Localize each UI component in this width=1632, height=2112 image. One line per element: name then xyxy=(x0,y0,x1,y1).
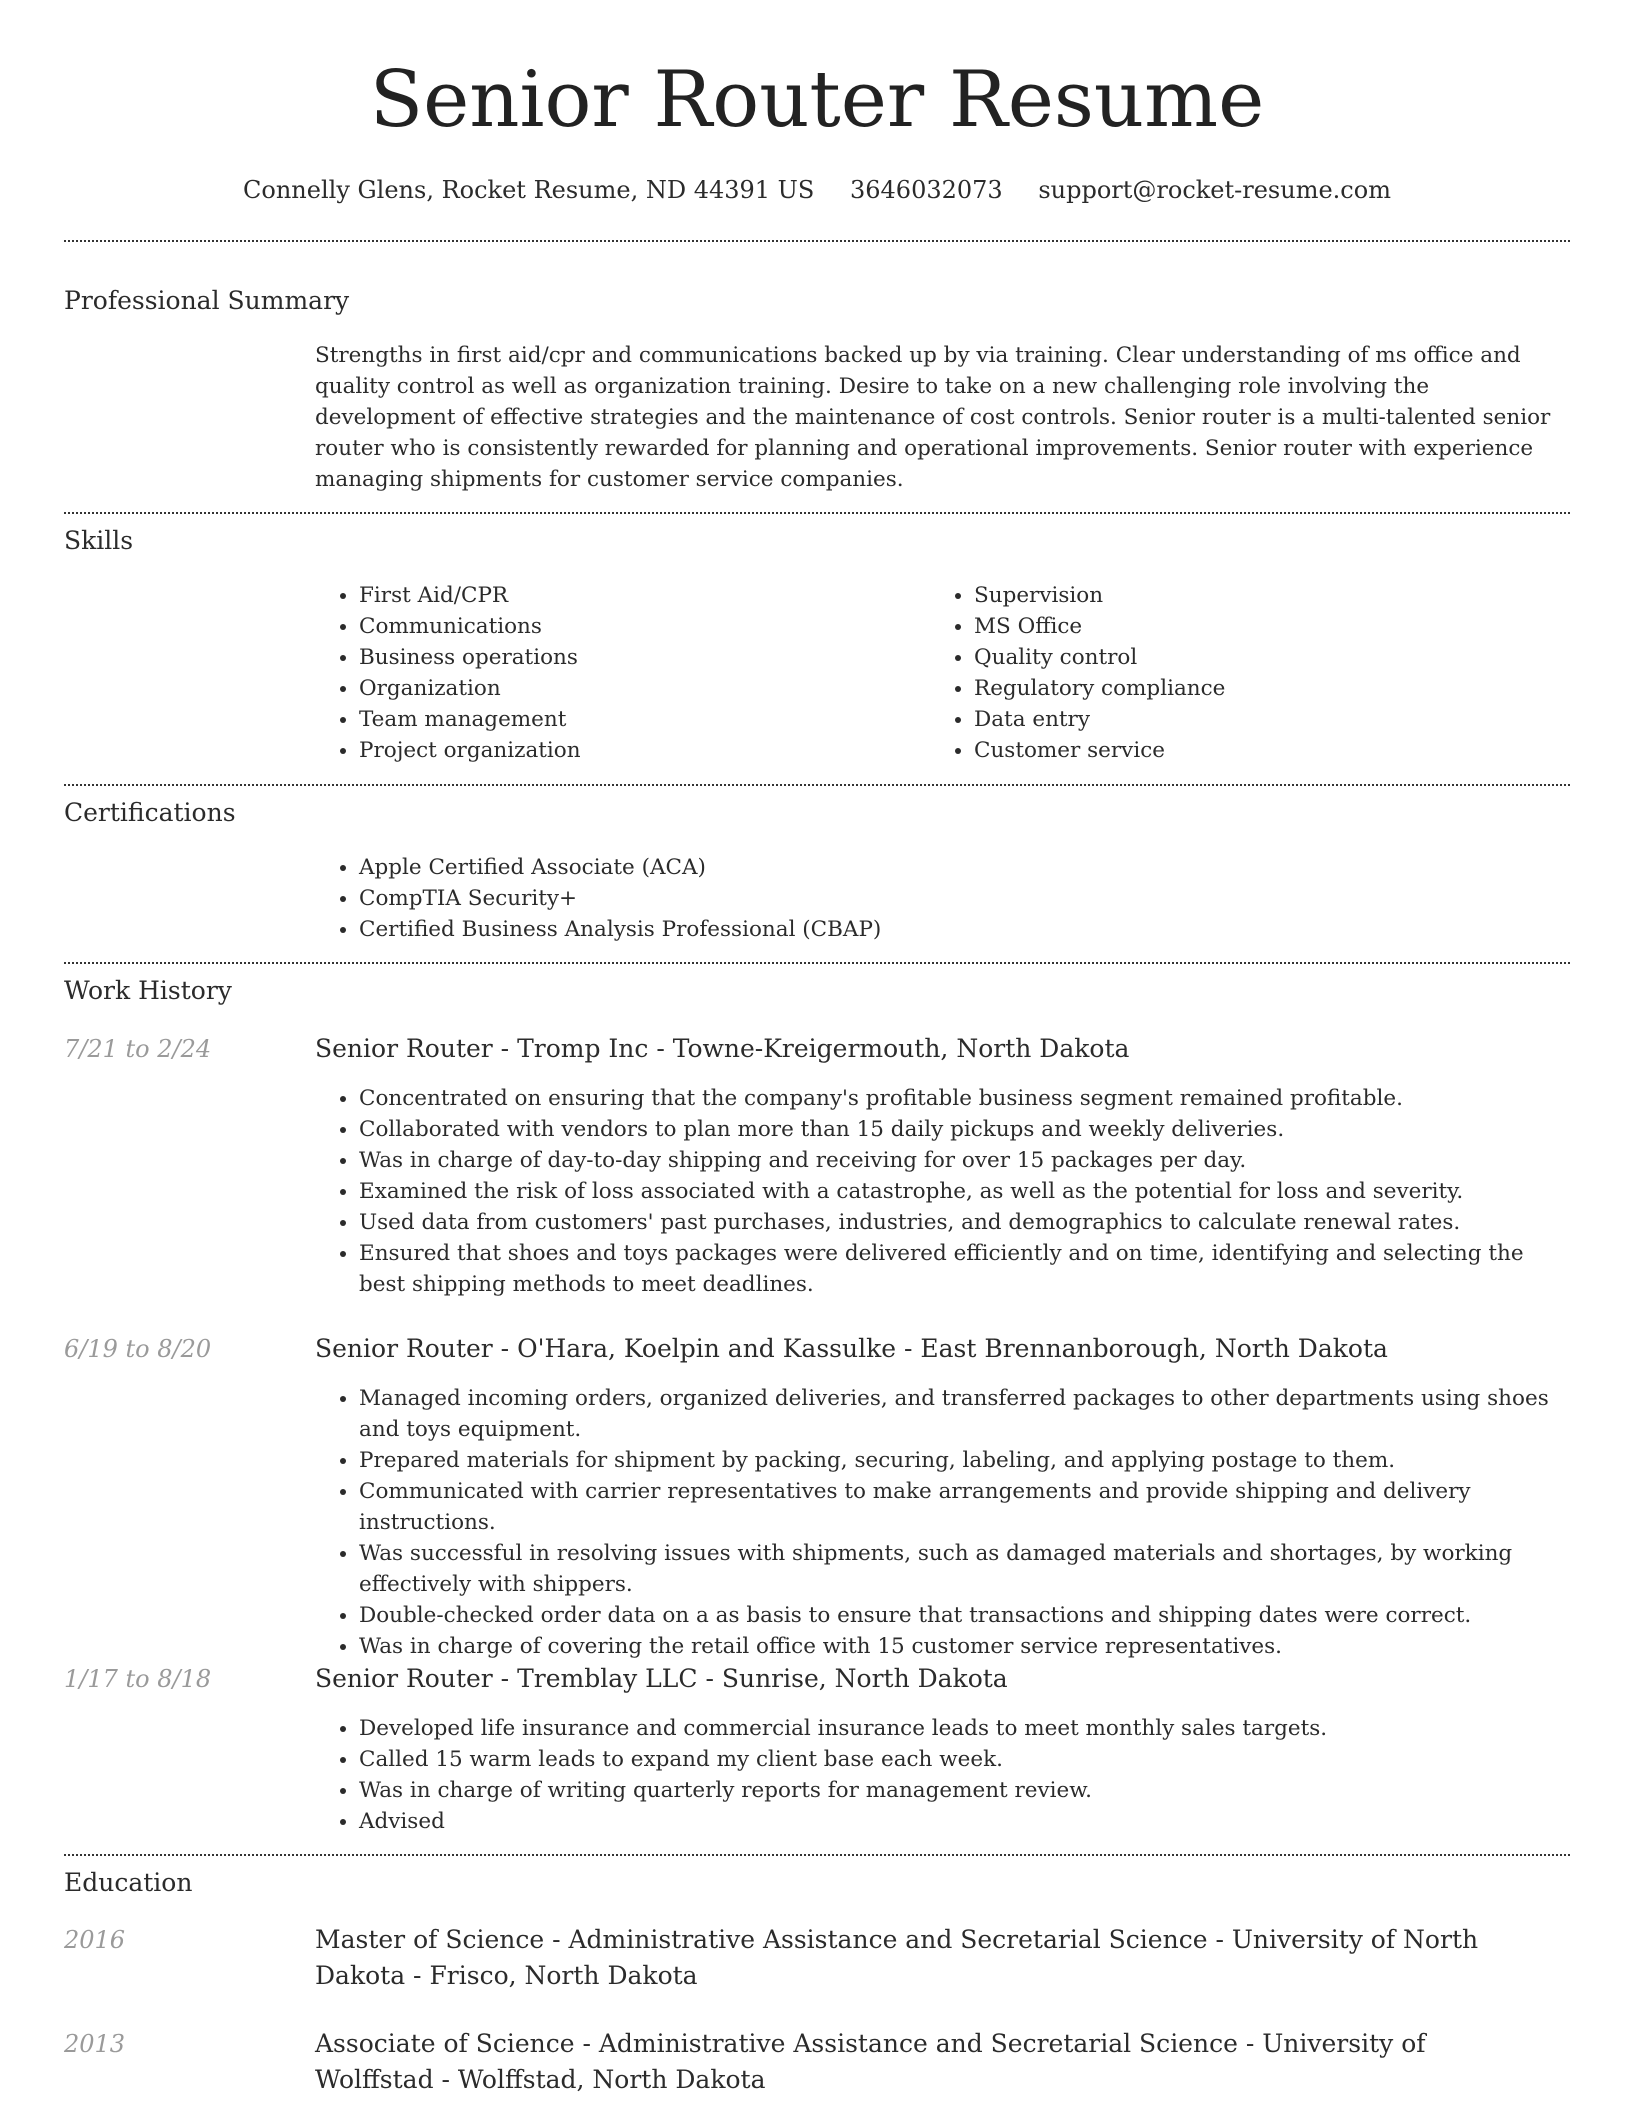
contact-email: support@rocket-resume.com xyxy=(1038,176,1391,204)
certifications-list xyxy=(315,852,1315,945)
job-title: Senior Router - Tremblay LLC - Sunrise, North Dakota xyxy=(315,1664,1008,1693)
skill-item: • Organization xyxy=(359,673,915,704)
certification-item: • Certified Business Analysis Professional (CBAP) xyxy=(359,914,1315,945)
job-bullet: • Called 15 warm leads to expand my client base each week. xyxy=(359,1744,1570,1775)
job-bullet: • Was in charge of covering the retail office with 15 customer service representatives. xyxy=(359,1631,1570,1662)
job-dates: 7/21 to 2/24 xyxy=(64,1035,212,1063)
education-degree: Associate of Science - Administrative Assistance and Secretarial Science - University of Wolffstad - Wolffstad, North Dakota xyxy=(315,2029,1426,2094)
contact-address: Connelly Glens, Rocket Resume, ND 44391 US xyxy=(243,176,815,204)
divider xyxy=(64,784,1570,786)
job-bullet: • Was in charge of writing quarterly reports for management review. xyxy=(359,1775,1570,1806)
job-bullet: • Concentrated on ensuring that the company's profitable business segment remained profitable. xyxy=(359,1083,1570,1114)
divider xyxy=(64,512,1570,514)
skill-item: • Customer service xyxy=(974,735,1530,766)
divider xyxy=(64,1854,1570,1856)
job-title: Senior Router - Tromp Inc - Towne-Kreigermouth, North Dakota xyxy=(315,1034,1130,1063)
contact-phone: 3646032073 xyxy=(849,176,1003,204)
divider xyxy=(64,240,1570,242)
skill-item: • Quality control xyxy=(974,642,1530,673)
job-bullet: • Advised xyxy=(359,1806,1570,1837)
certification-item: • CompTIA Security+ xyxy=(359,883,1315,914)
job-title: Senior Router - O'Hara, Koelpin and Kassulke - East Brennanborough, North Dakota xyxy=(315,1334,1388,1363)
job-bullet: • Double-checked order data on a as basis to ensure that transactions and shipping dates were correct. xyxy=(359,1600,1570,1631)
job-bullet: • Was in charge of day-to-day shipping and receiving for over 15 packages per day. xyxy=(359,1145,1570,1176)
contact-line xyxy=(64,170,1570,210)
page-title: Senior Router Resume xyxy=(369,55,1265,145)
job-bullets xyxy=(315,1713,1570,1837)
skill-item: • Business operations xyxy=(359,642,915,673)
job-bullet: • Developed life insurance and commercial insurance leads to meet monthly sales targets. xyxy=(359,1713,1570,1744)
job-dates: 1/17 to 8/18 xyxy=(64,1665,212,1693)
education-degree: Master of Science - Administrative Assistance and Secretarial Science - University of North Dakota - Frisco, North Dakota xyxy=(315,1925,1479,1990)
job-bullets xyxy=(315,1083,1570,1300)
skill-item: • Team management xyxy=(359,704,915,735)
job-bullet: • Used data from customers' past purchases, industries, and demographics to calculate renewal rates. xyxy=(359,1207,1570,1238)
skill-item: • MS Office xyxy=(974,611,1530,642)
job-dates: 6/19 to 8/20 xyxy=(64,1335,212,1363)
divider xyxy=(64,962,1570,964)
job-bullet: • Prepared materials for shipment by packing, securing, labeling, and applying postage to them. xyxy=(359,1445,1570,1476)
skill-item: • Regulatory compliance xyxy=(974,673,1530,704)
job-bullet: • Ensured that shoes and toys packages were delivered efficiently and on time, identifying and selecting the best shipping methods to meet deadlines. xyxy=(359,1238,1570,1300)
job-bullet: • Communicated with carrier representatives to make arrangements and provide shipping and delivery instructions. xyxy=(359,1476,1570,1538)
job-bullets xyxy=(315,1383,1570,1662)
skill-item: • First Aid/CPR xyxy=(359,580,915,611)
skill-item: • Project organization xyxy=(359,735,915,766)
skills-left-column xyxy=(315,580,915,766)
skill-item: • Communications xyxy=(359,611,915,642)
job-bullet: • Examined the risk of loss associated with a catastrophe, as well as the potential for loss and severity. xyxy=(359,1176,1570,1207)
skills-right-column xyxy=(930,580,1530,766)
job-bullet: • Was successful in resolving issues with shipments, such as damaged materials and shortages, by working effectively with shippers. xyxy=(359,1538,1570,1600)
skill-item: • Supervision xyxy=(974,580,1530,611)
job-bullet: • Collaborated with vendors to plan more than 15 daily pickups and weekly deliveries. xyxy=(359,1114,1570,1145)
education-year: 2013 xyxy=(64,2030,126,2058)
certification-item: • Apple Certified Associate (ACA) xyxy=(359,852,1315,883)
summary-heading: Professional Summary xyxy=(64,286,350,315)
job-bullet: • Managed incoming orders, organized deliveries, and transferred packages to other departments using shoes and toys equipment. xyxy=(359,1383,1570,1445)
summary-text: Strengths in first aid/cpr and communications backed up by via training. Clear understanding of ms office and quality control as well as organization training. Desire to take on a new challenging role involving the development of effective strategies and the maintenance of cost controls. Senior router is a multi-talented senior router who is consistently rewarded for planning and operational improvements. Senior router with experience managing shipments for customer service companies. xyxy=(315,343,1551,492)
education-heading: Education xyxy=(64,1868,193,1897)
skills-heading: Skills xyxy=(64,526,134,555)
work-history-heading: Work History xyxy=(64,976,232,1005)
skill-item: • Data entry xyxy=(974,704,1530,735)
education-year: 2016 xyxy=(64,1926,126,1954)
certifications-heading: Certifications xyxy=(64,798,236,827)
